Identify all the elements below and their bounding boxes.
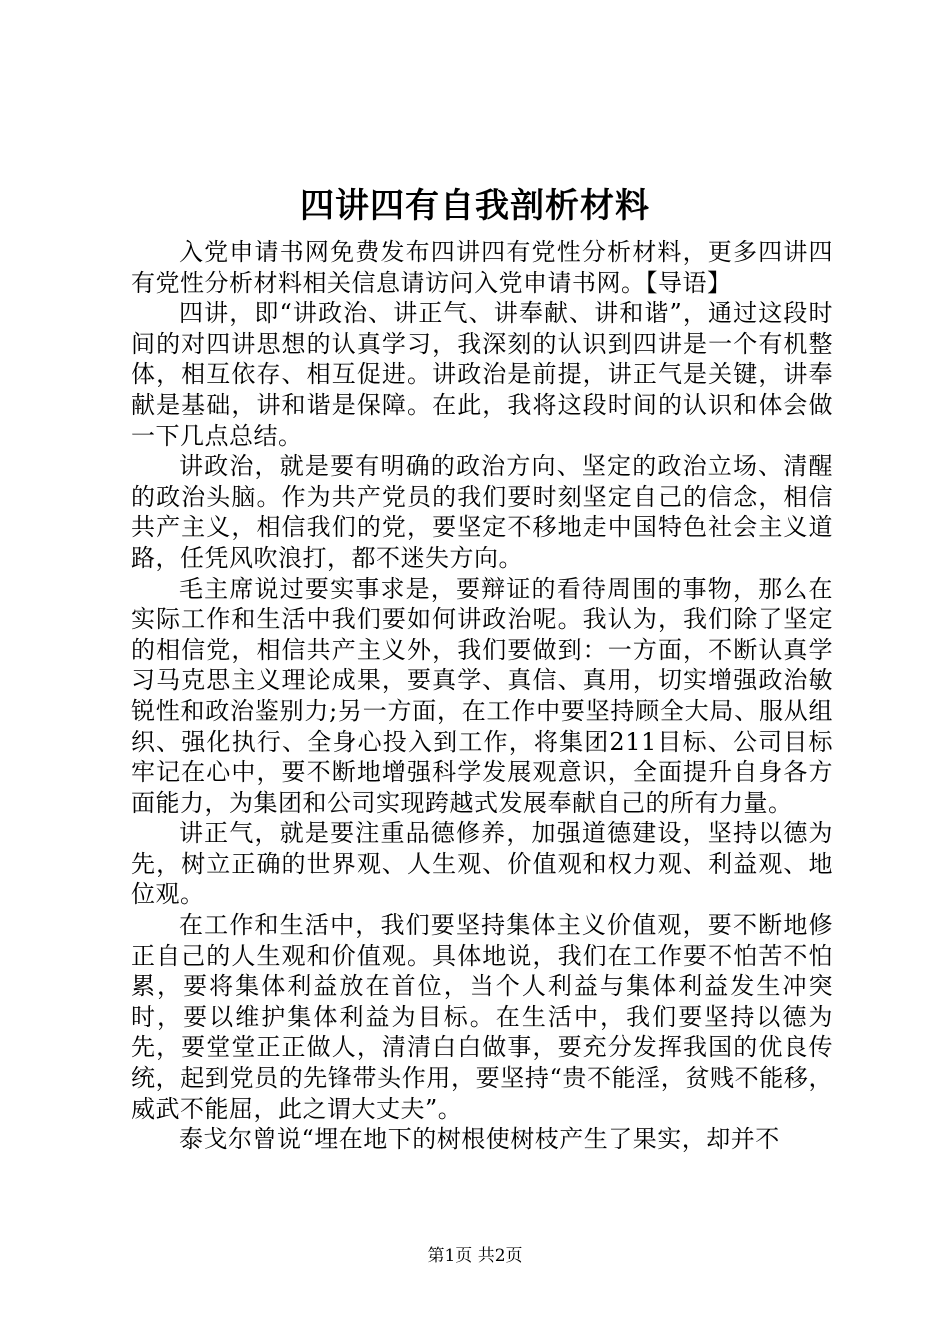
paragraph-intro: 入党申请书网免费发布四讲四有党性分析材料，更多四讲四有党性分析材料相关信息请访问入党申请书网。【导语】 bbox=[131, 238, 833, 297]
paragraph-work-life: 在工作和生活中，我们要坚持集体主义价值观，要不断地修正自己的人生观和价值观。具体地说，我们在工作要不怕苦不怕累，要将集体利益放在首位，当个人利益与集体利益发生冲突时，要以维护集体利益为目标。在生活中，我们要坚持以德为先，要堂堂正正做人，清清白白做事，要充分发挥我国的优良传统，起到党员的先锋带头作用，要坚持“贵不能淫，贫贱不能移，威武不能屈，此之谓大丈夫”。 bbox=[131, 911, 833, 1123]
page-footer bbox=[0, 1244, 950, 1268]
document-body bbox=[131, 237, 833, 1155]
paragraph-integrity: 讲正气，就是要注重品德修养，加强道德建设，坚持以德为先，树立正确的世界观、人生观、价值观和权力观、利益观、地位观。 bbox=[131, 819, 833, 909]
page-number-label: 第1页 共2页 bbox=[427, 1246, 523, 1266]
paragraph-chairman-mao: 毛主席说过要实事求是，要辩证的看待周围的事物，那么在实际工作和生活中我们要如何讲政治呢。我认为，我们除了坚定的相信党，相信共产主义外，我们要做到：一方面，不断认真学习马克思主义理论成果，要真学、真信、真用，切实增强政治敏锐性和政治鉴别力;另一方面，在工作中要坚持顾全大局、服从组织、强化执行、全身心投入到工作，将集团211目标、公司目标牢记在心中，要不断地增强科学发展观意识，全面提升自身各方面能力，为集团和公司实现跨越式发展奉献自己的所有力量。 bbox=[131, 574, 833, 817]
paragraph-four-talks: 四讲，即“讲政治、讲正气、讲奉献、讲和谐”，通过这段时间的对四讲思想的认真学习，我深刻的认识到四讲是一个有机整体，相互依存、相互促进。讲政治是前提，讲正气是关键，讲奉献是基础，讲和谐是保障。在此，我将这段时间的认识和体会做一下几点总结。 bbox=[131, 299, 833, 450]
paragraph-tagore: 泰戈尔曾说“埋在地下的树根使树枝产生了果实，却并不 bbox=[179, 1125, 780, 1154]
document-title: 四讲四有自我剖析材料 bbox=[300, 186, 650, 226]
paragraph-politics: 讲政治，就是要有明确的政治方向、坚定的政治立场、清醒的政治头脑。作为共产党员的我们要时刻坚定自己的信念，相信共产主义，相信我们的党，要坚定不移地走中国特色社会主义道路，任凭风吹浪打，都不迷失方向。 bbox=[131, 452, 833, 572]
